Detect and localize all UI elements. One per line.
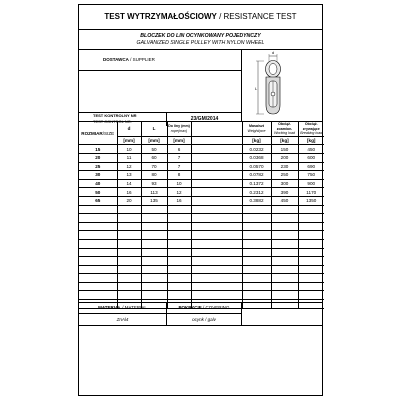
header-wll-polish: Obciąż. zoamion. xyxy=(276,122,293,131)
cell-wll: 450 xyxy=(271,196,298,205)
empty-cell xyxy=(167,248,191,257)
header-weight-english: Weight/pce xyxy=(247,128,266,133)
empty-cell xyxy=(79,291,117,300)
cell-size: 50 xyxy=(79,188,117,197)
empty-cell xyxy=(298,222,324,231)
empty-cell xyxy=(298,205,324,214)
empty-cell xyxy=(298,291,324,300)
empty-cell xyxy=(298,274,324,283)
cell-L: 80 xyxy=(141,171,167,180)
cell-bl: 1350 xyxy=(298,196,324,205)
empty-cell xyxy=(141,231,167,240)
empty-cell xyxy=(117,274,141,283)
test-control-label-english: TEST CONTROL NO. xyxy=(93,119,132,124)
coating-label xyxy=(167,303,241,314)
empty-cell xyxy=(141,257,167,266)
cell-spacer xyxy=(191,145,242,154)
empty-row xyxy=(79,274,324,283)
unit-bl: [kg] xyxy=(298,136,324,145)
empty-cell xyxy=(271,274,298,283)
empty-cell xyxy=(242,265,271,274)
header-L: L xyxy=(141,122,167,136)
empty-cell xyxy=(242,274,271,283)
cell-d: 13 xyxy=(117,171,141,180)
empty-cell xyxy=(271,214,298,223)
cell-wll: 390 xyxy=(271,188,298,197)
empty-cell xyxy=(79,265,117,274)
test-control-label xyxy=(79,113,167,126)
empty-cell xyxy=(141,239,167,248)
empty-cell xyxy=(191,214,242,223)
header-d: d xyxy=(117,122,141,136)
empty-cell xyxy=(191,222,242,231)
cell-L: 70 xyxy=(141,162,167,171)
empty-cell xyxy=(141,205,167,214)
cell-wll: 230 xyxy=(271,162,298,171)
header-working-load xyxy=(271,122,298,136)
footer-section xyxy=(79,302,322,326)
cell-weight: 0.0232 xyxy=(242,145,271,154)
empty-cell xyxy=(117,222,141,231)
empty-cell xyxy=(79,205,117,214)
title-polish: TEST WYTRZYMAŁOŚCIOWY xyxy=(104,12,217,21)
empty-cell xyxy=(271,205,298,214)
empty-cell xyxy=(167,274,191,283)
dimension-L-label: L xyxy=(255,86,258,91)
empty-cell xyxy=(167,239,191,248)
header-breaking-load xyxy=(298,122,324,136)
empty-row xyxy=(79,265,324,274)
empty-cell xyxy=(191,265,242,274)
cell-wll: 150 xyxy=(271,145,298,154)
empty-cell xyxy=(117,257,141,266)
material-label-polish: MATERIAŁ xyxy=(98,305,121,310)
empty-cell xyxy=(167,291,191,300)
header-wll-english: Working load xyxy=(274,131,295,136)
supplier-line xyxy=(79,70,241,71)
empty-cell xyxy=(271,257,298,266)
table-row xyxy=(79,179,324,188)
cell-size: 25 xyxy=(79,162,117,171)
unit-weight: [kg] xyxy=(242,136,271,145)
empty-cell xyxy=(167,257,191,266)
empty-cell xyxy=(79,214,117,223)
cell-spacer xyxy=(191,196,242,205)
cell-wll: 250 xyxy=(271,171,298,180)
empty-cell xyxy=(242,205,271,214)
empty-cell xyxy=(167,282,191,291)
cell-size: 20 xyxy=(79,153,117,162)
empty-cell xyxy=(167,222,191,231)
header-bl-polish: Obciąż. zrywające xyxy=(302,122,320,131)
material-value: ZnAl4 xyxy=(116,317,129,322)
title-separator: / xyxy=(216,12,224,21)
cell-size: 15 xyxy=(79,145,117,154)
test-control-number: 23/GM/2014 xyxy=(190,116,219,122)
header-rope-english: rope(max) xyxy=(170,128,188,133)
empty-cell xyxy=(242,282,271,291)
coating-cell xyxy=(167,303,242,325)
cell-L: 60 xyxy=(141,153,167,162)
coating-label-polish: POKRYCIE xyxy=(178,305,202,310)
pulley-drawing xyxy=(242,50,324,121)
empty-row xyxy=(79,222,324,231)
unit-d: [mm] xyxy=(117,136,141,145)
empty-cell xyxy=(79,222,117,231)
empty-cell xyxy=(117,239,141,248)
table-row xyxy=(79,171,324,180)
cell-d: 12 xyxy=(117,162,141,171)
cell-spacer xyxy=(191,153,242,162)
empty-row xyxy=(79,205,324,214)
cell-spacer xyxy=(191,179,242,188)
cell-spacer xyxy=(191,188,242,197)
empty-cell xyxy=(191,274,242,283)
empty-cell xyxy=(167,214,191,223)
empty-cell xyxy=(167,205,191,214)
table-row xyxy=(79,153,324,162)
empty-cell xyxy=(271,291,298,300)
cell-spacer xyxy=(191,171,242,180)
empty-cell xyxy=(79,231,117,240)
unit-wll: [kg] xyxy=(271,136,298,145)
cell-d: 16 xyxy=(117,188,141,197)
cell-size: 30 xyxy=(79,171,117,180)
unit-rope: [mm] xyxy=(167,136,191,145)
cell-d: 20 xyxy=(117,196,141,205)
pulley-diagram-icon xyxy=(242,50,324,121)
subtitle-polish: BLOCZEK DO LIN OCYNKOWANY POJEDYNCZY xyxy=(140,33,261,39)
empty-cell xyxy=(191,239,242,248)
empty-cell xyxy=(298,282,324,291)
empty-cell xyxy=(242,257,271,266)
empty-cell xyxy=(298,248,324,257)
cell-rope: 7 xyxy=(167,162,191,171)
empty-row xyxy=(79,291,324,300)
empty-cell xyxy=(117,282,141,291)
page-title xyxy=(79,5,322,30)
empty-cell xyxy=(242,291,271,300)
table-row xyxy=(79,162,324,171)
empty-cell xyxy=(167,265,191,274)
empty-cell xyxy=(117,291,141,300)
cell-size: 65 xyxy=(79,196,117,205)
empty-cell xyxy=(79,257,117,266)
empty-cell xyxy=(117,205,141,214)
empty-cell xyxy=(271,239,298,248)
empty-cell xyxy=(271,248,298,257)
empty-row xyxy=(79,257,324,266)
cell-rope: 8 xyxy=(167,171,191,180)
empty-cell xyxy=(141,291,167,300)
empty-cell xyxy=(271,222,298,231)
cell-weight: 0.2312 xyxy=(242,188,271,197)
cell-wll: 300 xyxy=(271,179,298,188)
empty-cell xyxy=(141,282,167,291)
cell-weight: 0.3882 xyxy=(242,196,271,205)
info-section xyxy=(79,50,322,122)
empty-row xyxy=(79,214,324,223)
empty-cell xyxy=(117,231,141,240)
empty-cell xyxy=(271,265,298,274)
empty-cell xyxy=(117,265,141,274)
empty-cell xyxy=(79,248,117,257)
empty-cell xyxy=(271,231,298,240)
cell-size: 40 xyxy=(79,179,117,188)
supplier-label-polish: DOSTAWCA xyxy=(103,57,129,62)
cell-L: 50 xyxy=(141,145,167,154)
cell-bl: 450 xyxy=(298,145,324,154)
cell-rope: 16 xyxy=(167,196,191,205)
cell-bl: 900 xyxy=(298,179,324,188)
empty-cell xyxy=(191,248,242,257)
empty-row xyxy=(79,282,324,291)
cell-weight: 0.0570 xyxy=(242,162,271,171)
empty-cell xyxy=(141,274,167,283)
title-english: RESISTANCE TEST xyxy=(223,12,297,21)
empty-cell xyxy=(191,257,242,266)
empty-cell xyxy=(141,265,167,274)
material-label xyxy=(79,303,166,314)
header-size-polish: ROZMIAR xyxy=(81,130,103,136)
empty-row xyxy=(79,231,324,240)
table-row xyxy=(79,188,324,197)
supplier-label xyxy=(103,57,155,62)
cell-spacer xyxy=(191,162,242,171)
empty-cell xyxy=(141,214,167,223)
cell-wll: 200 xyxy=(271,153,298,162)
empty-cell xyxy=(298,214,324,223)
empty-cell xyxy=(242,248,271,257)
empty-cell xyxy=(242,214,271,223)
resistance-table xyxy=(79,122,324,309)
unit-spacer xyxy=(191,136,242,145)
empty-cell xyxy=(79,282,117,291)
cell-d: 10 xyxy=(117,145,141,154)
empty-cell xyxy=(191,231,242,240)
material-label-english: / MATERIAL xyxy=(121,305,147,310)
cell-d: 14 xyxy=(117,179,141,188)
cell-bl: 750 xyxy=(298,171,324,180)
cell-rope: 10 xyxy=(167,179,191,188)
cell-L: 135 xyxy=(141,196,167,205)
test-control-label-polish: TEST KONTROLNY NR xyxy=(93,113,137,118)
cell-rope: 12 xyxy=(167,188,191,197)
cell-bl: 600 xyxy=(298,153,324,162)
header-size-english: /SIZE xyxy=(102,130,115,136)
empty-row xyxy=(79,248,324,257)
empty-cell xyxy=(191,291,242,300)
cell-rope: 7 xyxy=(167,153,191,162)
empty-cell xyxy=(242,222,271,231)
cell-L: 113 xyxy=(141,188,167,197)
cell-L: 93 xyxy=(141,179,167,188)
coating-label-english: / COVERING xyxy=(201,305,230,310)
empty-cell xyxy=(298,239,324,248)
supplier-label-english: / SUPPLIER xyxy=(128,57,155,62)
header-rope-polish: Do liny (mm) xyxy=(168,124,190,129)
empty-cell xyxy=(117,248,141,257)
empty-cell xyxy=(79,274,117,283)
table-row xyxy=(79,145,324,154)
cell-weight: 0.0782 xyxy=(242,171,271,180)
header-weight xyxy=(242,122,271,136)
unit-L: [mm] xyxy=(141,136,167,145)
supplier-box xyxy=(79,50,242,121)
table-row xyxy=(79,196,324,205)
empty-row xyxy=(79,239,324,248)
empty-cell xyxy=(242,239,271,248)
cell-rope: 6 xyxy=(167,145,191,154)
empty-cell xyxy=(117,214,141,223)
empty-cell xyxy=(191,282,242,291)
empty-cell xyxy=(141,222,167,231)
header-weight-polish: Masa/szt xyxy=(249,124,264,129)
cell-weight: 0.1372 xyxy=(242,179,271,188)
empty-cell xyxy=(298,265,324,274)
empty-cell xyxy=(271,282,298,291)
cell-d: 11 xyxy=(117,153,141,162)
empty-cell xyxy=(191,205,242,214)
empty-cell xyxy=(79,239,117,248)
empty-cell xyxy=(242,231,271,240)
empty-cell xyxy=(167,231,191,240)
product-subtitle xyxy=(79,30,322,50)
subtitle-english: GALVANIZED SINGLE PULLEY WITH NYLON WHEEL xyxy=(136,40,265,46)
empty-cell xyxy=(141,248,167,257)
material-cell xyxy=(79,303,167,325)
coating-value: ocynk / galv xyxy=(192,317,216,322)
empty-cell xyxy=(298,257,324,266)
resistance-test-sheet xyxy=(78,4,323,396)
header-bl-english: Breaking load xyxy=(300,131,323,136)
empty-cell xyxy=(298,231,324,240)
cell-bl: 690 xyxy=(298,162,324,171)
cell-bl: 1170 xyxy=(298,188,324,197)
cell-weight: 0.0368 xyxy=(242,153,271,162)
dimension-d-label: d xyxy=(271,50,275,55)
